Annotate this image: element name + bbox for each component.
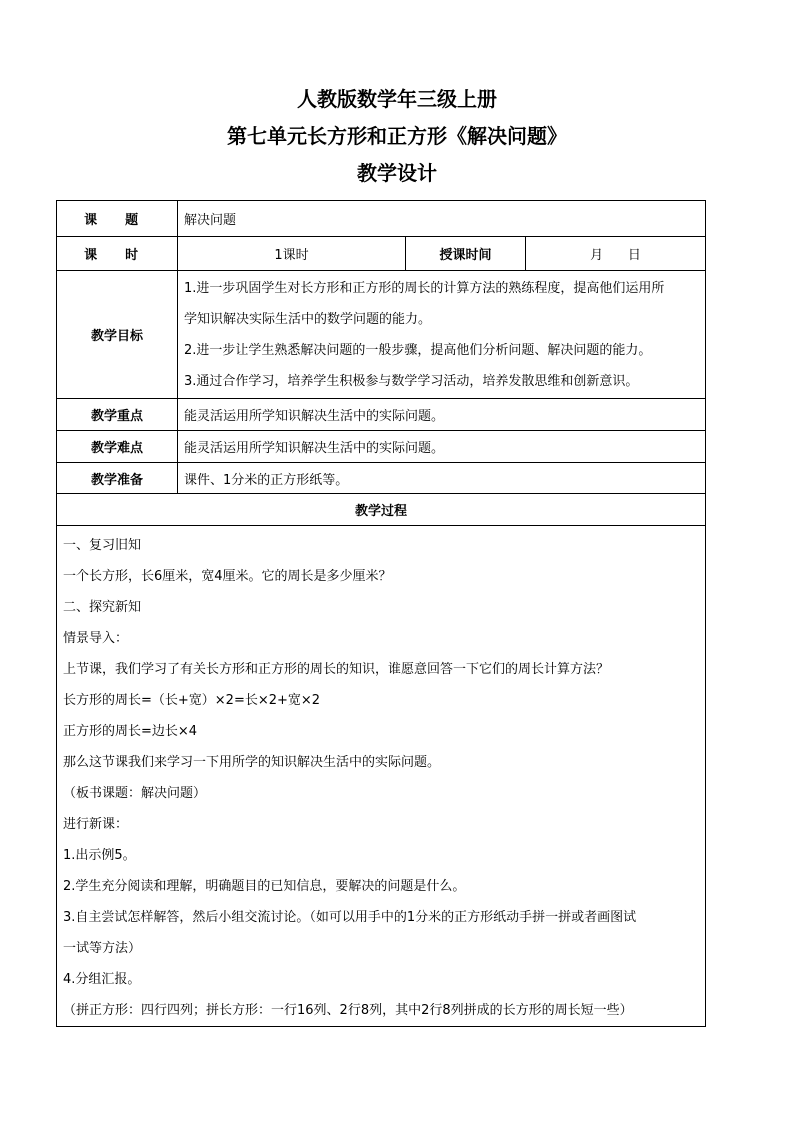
title-line-2: 第七单元长方形和正方形《解决问题》 — [227, 124, 567, 148]
difficulty-label: 教学难点 — [57, 431, 178, 463]
prep-value: 课件、1分米的正方形纸等。 — [178, 463, 706, 494]
process-header-row — [57, 494, 706, 526]
hours-row — [57, 237, 706, 271]
objective-line: 3.通过合作学习，培养学生积极参与数学学习活动，培养发散思维和创新意识。 — [184, 373, 639, 389]
time-label: 授课时间 — [406, 237, 526, 271]
process-line: 那么这节课我们来学习一下用所学的知识解决生活中的实际问题。 — [63, 755, 441, 770]
key-point-row — [57, 399, 706, 431]
process-line: 2.学生充分阅读和理解，明确题目的已知信息，要解决的问题是什么。 — [63, 879, 466, 894]
process-line: 二、探究新知 — [63, 600, 142, 615]
key-point-label: 教学重点 — [57, 399, 178, 431]
topic-label: 课 题 — [57, 201, 178, 237]
objectives-row — [57, 271, 706, 399]
process-line: （拼正方形：四行四列；拼长方形：一行16列、2行8列，其中2行8列拼成的长方形的周长短一些） — [63, 1003, 633, 1018]
process-line: 一试等方法） — [63, 941, 142, 956]
key-point-value: 能灵活运用所学知识解决生活中的实际问题。 — [178, 399, 706, 431]
lesson-plan-table — [56, 200, 706, 1027]
process-line: 正方形的周长=边长×4 — [63, 724, 198, 739]
process-line: 1.出示例5。 — [63, 848, 136, 863]
document-title-block — [0, 84, 794, 195]
objective-line: 学知识解决实际生活中的数学问题的能力。 — [184, 311, 432, 327]
objective-line: 1.进一步巩固学生对长方形和正方形的周长的计算方法的熟练程度，提高他们运用所 — [184, 280, 665, 296]
process-line: （板书课题：解决问题） — [63, 786, 207, 801]
objective-line: 2.进一步让学生熟悉解决问题的一般步骤，提高他们分析问题、解决问题的能力。 — [184, 342, 652, 358]
process-line: 长方形的周长=（长+宽）×2=长×2+宽×2 — [63, 693, 321, 708]
process-body-row — [57, 526, 706, 1027]
process-line: 上节课，我们学习了有关长方形和正方形的周长的知识，谁愿意回答一下它们的周长计算方法？ — [63, 662, 610, 677]
process-line: 3.自主尝试怎样解答，然后小组交流讨论。（如可以用手中的1分米的正方形纸动手拼一拼或者画图试 — [63, 910, 637, 925]
process-line: 情景导入： — [63, 631, 129, 646]
process-line: 一、复习旧知 — [63, 538, 142, 553]
objectives-cell — [178, 271, 706, 399]
topic-row — [57, 201, 706, 237]
process-line: 一个长方形，长6厘米，宽4厘米。它的周长是多少厘米？ — [63, 569, 392, 584]
difficulty-row — [57, 431, 706, 463]
topic-value: 解决问题 — [178, 201, 706, 237]
objectives-label: 教学目标 — [57, 271, 178, 399]
process-body — [57, 526, 706, 1027]
title-line-1: 人教版数学年三级上册 — [297, 87, 497, 111]
process-label: 教学过程 — [57, 494, 706, 526]
date-value: 月 日 — [526, 237, 706, 271]
prep-row — [57, 463, 706, 494]
difficulty-value: 能灵活运用所学知识解决生活中的实际问题。 — [178, 431, 706, 463]
process-line: 4.分组汇报。 — [63, 972, 141, 987]
hours-label: 课 时 — [57, 237, 178, 271]
title-line-3: 教学设计 — [357, 161, 437, 185]
prep-label: 教学准备 — [57, 463, 178, 494]
process-line: 进行新课： — [63, 817, 129, 832]
hours-value: 1课时 — [178, 237, 406, 271]
